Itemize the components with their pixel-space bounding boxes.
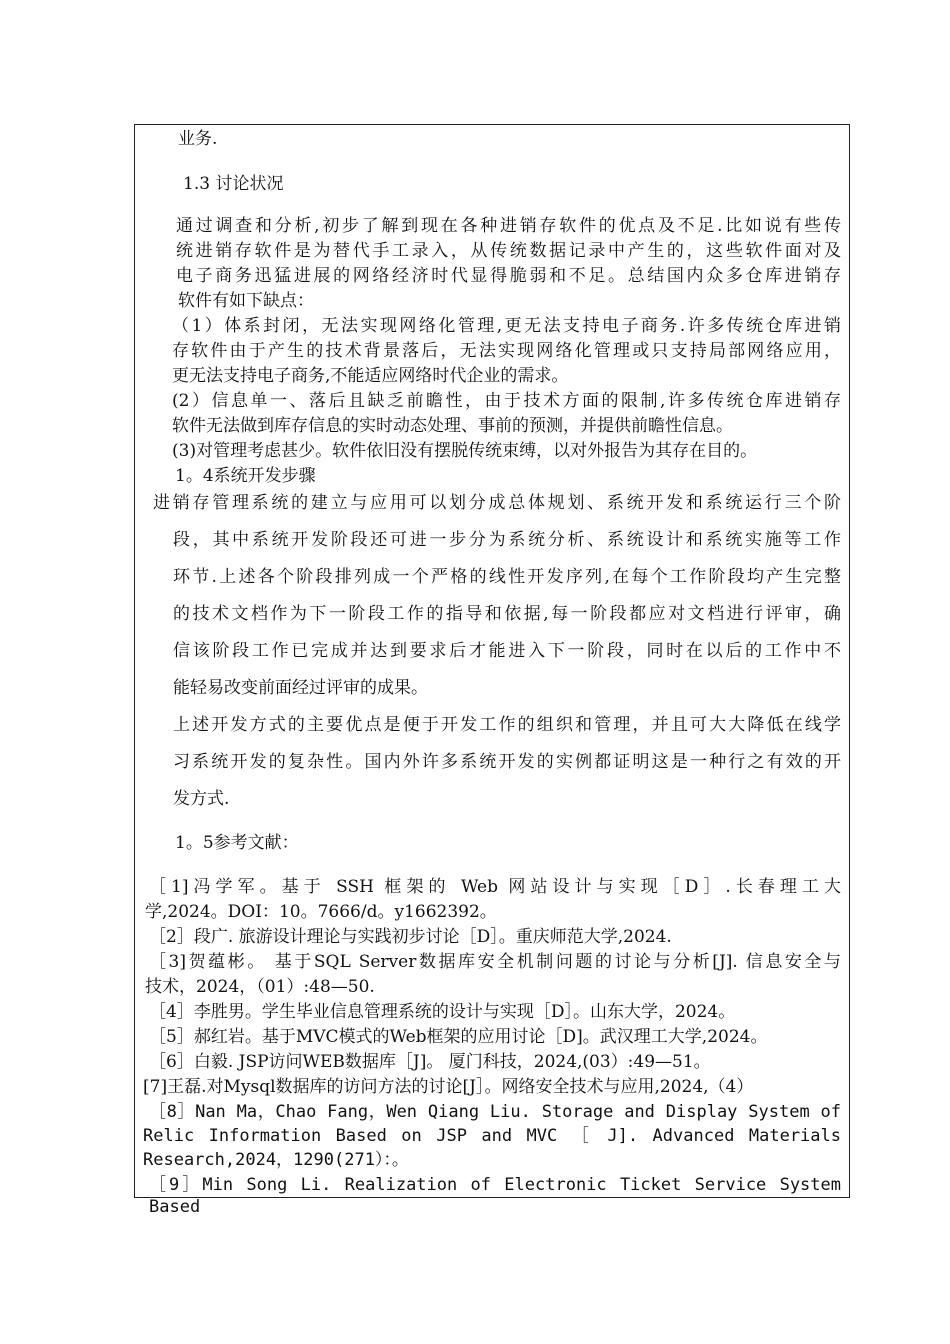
text-line: 发方式. [173,789,230,809]
reference-line: 学,2024。DOI：10。7666/d。y1662392。 [145,902,497,922]
text-line: 能轻易改变前面经过评审的成果。 [173,678,428,698]
reference-line: ［2］段广. 旅游设计理论与实践初步讨论［D］。重庆师范大学,2024. [149,927,672,947]
reference-line: [7]王磊.对Mysql数据库的访问方法的讨论[J］。网络安全技术与应用,2024,（4） [143,1077,754,1097]
reference-line: Research,2024，1290(271）：。 [143,1150,409,1170]
text-line: 存软件由于产生的技术背景落后，无法实现网络化管理或只支持局部网络应用， [172,341,841,361]
text-line: (2）信息单一、落后且缺乏前瞻性，由于技术方面的限制,许多传统仓库进销存 [172,391,841,411]
text-line: （1）体系封闭，无法实现网络化管理,更无法支持电子商务.许多传统仓库进销 [172,316,841,336]
text-line: 统进销存软件是为替代手工录入，从传统数据记录中产生的，这些软件面对及 [176,241,841,261]
text-line: 段，其中系统开发阶段还可进一步分为系统分析、系统设计和系统实施等工作 [173,530,841,550]
text-line: 软件无法做到库存信息的实时动态处理、事前的预测，并提供前瞻性信息。 [172,416,733,436]
text-line: 软件有如下缺点： [178,291,314,311]
reference-line: ［5］郝红岩。基于MVC模式的Web框架的应用讨论［D]。武汉理工大学,2024。 [149,1027,768,1047]
reference-line: ［8］Nan Ma，Chao Fang，Wen Qiang Liu. Storage and Display System of [149,1102,841,1122]
text-line: 信该阶段工作已完成并达到要求后才能进入下一阶段，同时在以后的工作中不 [173,641,841,661]
reference-line: Relic Information Based on JSP and MVC ［ J]. Advanced Materials [143,1126,841,1146]
section-heading: 1.3 讨论状况 [183,174,284,194]
text-line: 的技术文档作为下一阶段工作的指导和依据,每一阶段都应对文档进行评审，确 [173,604,841,624]
text-line: (3)对管理考虑甚少。软件依旧没有摆脱传统束缚，以对外报告为其存在目的。 [172,441,758,461]
text-line: 习系统开发的复杂性。国内外许多系统开发的实例都证明这是一种行之有效的开 [173,752,841,772]
reference-line: ［6］白毅. JSP访问WEB数据库［J]。 厦门科技，2024,(03）:49—51。 [149,1052,711,1072]
reference-line: ［1]冯学军。基于 SSH 框架的 Web 网站设计与实现［D］.长春理工大 [149,877,841,897]
reference-line: 技术，2024，（01）:48—50. [145,977,375,997]
document-frame [134,124,850,1217]
text-line: 进销存管理系统的建立与应用可以划分成总体规划、系统开发和系统运行三个阶 [153,493,841,513]
text-line: 电子商务迅猛进展的网络经济时代显得脆弱和不足。总结国内众多仓库进销存 [176,266,841,286]
text-line: 上述开发方式的主要优点是便于开发工作的组织和管理，并且可大大降低在线学 [173,715,841,735]
reference-line: ［3]贺蕴彬。 基于SQL Server数据库安全机制问题的讨论与分析[J]. 信息安全与 [149,952,841,972]
text-line: 业务. [178,129,218,149]
reference-line: ［9］Min Song Li. Realization of Electronic Ticket Service System Based [149,1175,841,1217]
text-line: 环节.上述各个阶段排列成一个严格的线性开发序列,在每个工作阶段均产生完整 [173,567,841,587]
reference-line: ［4］李胜男。学生毕业信息管理系统的设计与实现［D］。山东大学，2024。 [149,1002,736,1022]
section-heading: 1。5参考文献： [175,833,299,853]
text-line: 更无法支持电子商务,不能适应网络时代企业的需求。 [172,366,569,386]
text-line: 通过调查和分析,初步了解到现在各种进销存软件的优点及不足.比如说有些传 [176,216,841,236]
section-heading: 1。4系统开发步骤 [175,466,316,486]
